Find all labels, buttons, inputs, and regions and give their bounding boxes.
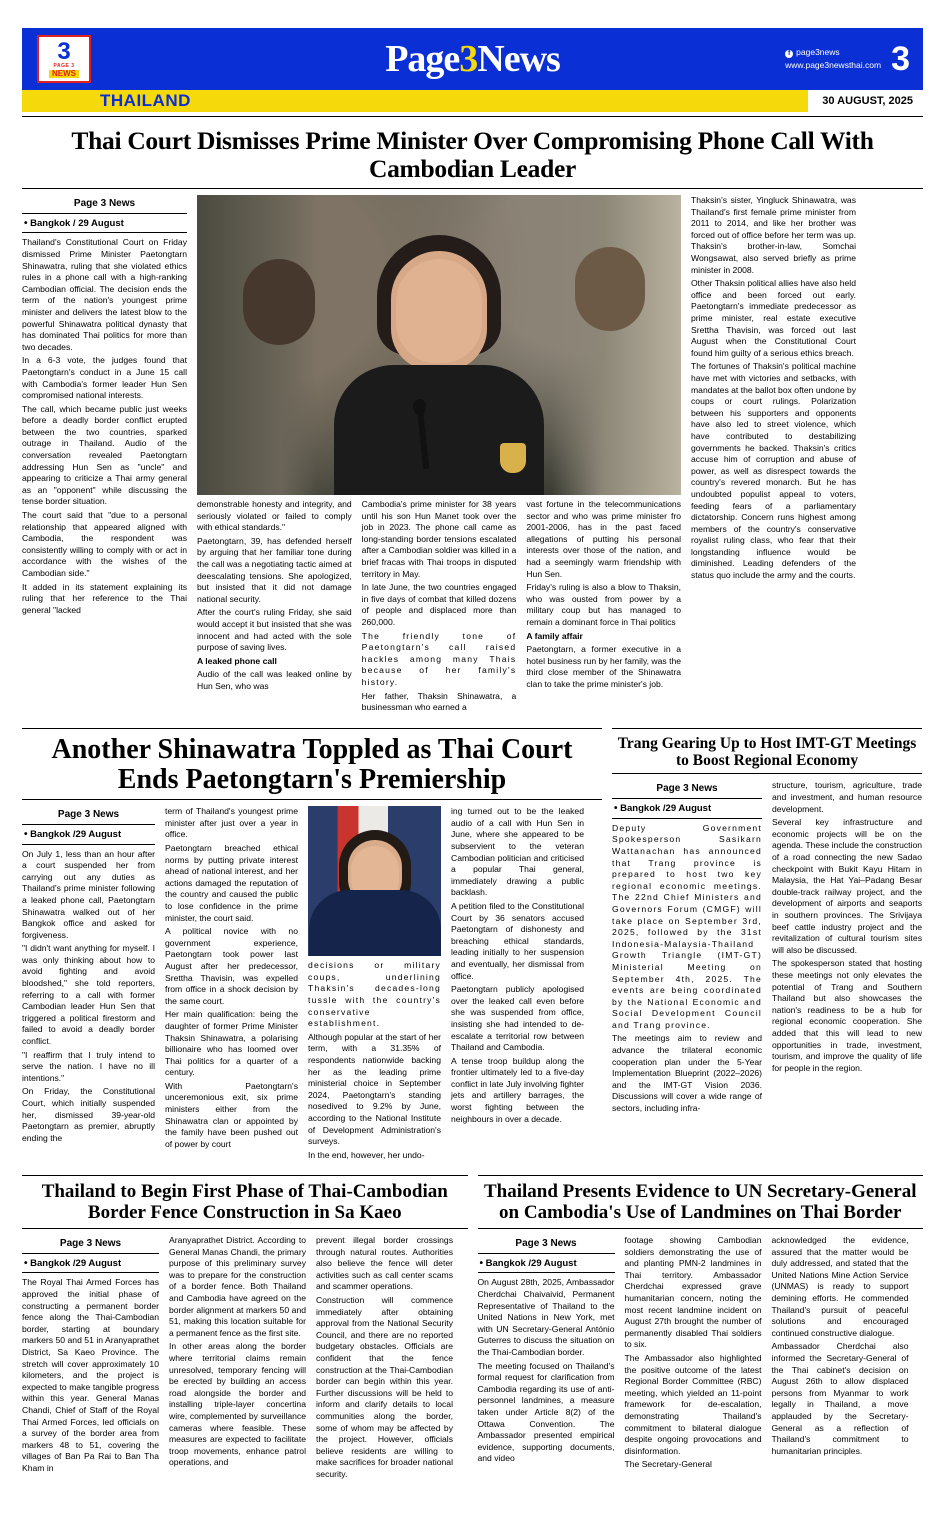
paragraph: On August 28th, 2025, Ambassador Cherdchai Chaivaivid, Permanent Representative of Thailand to the United Nations in New York, met with UN Secretary-General António Guterres to discuss the situation on the Thai-Cambodian border. bbox=[477, 1277, 615, 1357]
byline bbox=[22, 806, 155, 844]
paragraph: A petition filed to the Constitutional Court by 36 senators accused Paetongtarn of dishonesty and breaching ethical standards, leading initially to her suspension and eventually, her dismissal from office. bbox=[451, 900, 584, 981]
bullet-icon: • bbox=[24, 217, 28, 229]
byline bbox=[478, 1235, 615, 1273]
masthead-right bbox=[785, 42, 922, 76]
story1-col3 bbox=[362, 499, 517, 716]
story3-col2 bbox=[772, 780, 922, 1116]
paragraph: With Paetongtarn's unceremonious exit, six prime ministers either from the Shinawatra clan or appointed by the family have been pushed out of power by court bbox=[165, 1080, 298, 1149]
paragraph: decisions or military coups, underlining Thaksin's decades-long tussle with the country's conservative establishment. bbox=[308, 960, 441, 1029]
divider bbox=[22, 728, 602, 729]
divider bbox=[478, 1228, 924, 1229]
paragraph: The friendly tone of Paetongtarn's call raised hackles among many Thais because of her family's history. bbox=[361, 630, 517, 687]
byline-source: Page 3 News bbox=[612, 780, 762, 799]
photo-background-person-left bbox=[243, 259, 315, 345]
divider bbox=[612, 728, 922, 729]
paragraph: ing turned out to be the leaked audio of a call with Hun Sen in June, where she appeared to be subservient to the veteran Cambodian politician and criticised a popular Thai general, immediately drawing a public backlash. bbox=[451, 806, 584, 898]
story1-center-block bbox=[197, 195, 681, 716]
story4-headline: Thailand to Begin First Phase of Thai-Cambodian Border Fence Construction in Sa Kaeo bbox=[41, 1181, 448, 1224]
paragraph: The meeting focused on Thailand's formal request for clarification from Cambodia regarding its use of anti-personnel landmines, a measure taken under Article 8(2) of the Ottawa Convention. The Ambassador presented empirical evidence, supporting documents, and video bbox=[477, 1360, 615, 1464]
paragraph: The court said that "due to a personal relationship that appeared aligned with Cambodia, the respondent was consistently willing to comply with or act in accordance with the wishes of the Cambodian side." bbox=[22, 510, 187, 578]
paragraph: The Secretary-General bbox=[624, 1459, 712, 1470]
second-section bbox=[22, 724, 923, 1164]
story1-headline: Thai Court Dismisses Prime Minister Over Compromising Phone Call With Cambodian Leader bbox=[71, 126, 874, 183]
paragraph: Paetongtarn, a former executive in a hotel business run by her family, was the third close member of the Shinawatra clan to take the prime minister's job. bbox=[526, 644, 682, 689]
paragraph: "I didn't want anything for myself. I was only thinking about how to avoid fighting and avoid bloodshed," she told reporters, referring to a call with former Cambodian leader Hun Sen that triggered a political firestorm and failed to avoid a deadly border conflict. bbox=[22, 943, 155, 1047]
photo-background-person-right bbox=[575, 247, 645, 331]
story1-col4 bbox=[526, 499, 681, 716]
story2-col1 bbox=[22, 806, 155, 1163]
issue-date: 30 AUGUST, 2025 bbox=[808, 90, 923, 112]
section-strip bbox=[22, 90, 923, 112]
paragraph: Paetongtarn publicly apologised over the leaked call even before she was suspended from office, insisting she had intended to de-escalate a territorial row between Thailand and Cambodia. bbox=[451, 984, 584, 1053]
paragraph: Cambodia's prime minister for 38 years until his son Hun Manet took over the job in 2023. The phone call came as long-standing border tensions escalated after a Cambodian soldier was killed in a brief fracas with Thai troops in disputed territory in May. bbox=[361, 499, 517, 579]
paragraph: Paetongtarn breached ethical norms by putting private interest ahead of national interest, and her actions damaged the reputation of the country and caused the public to lose confidence in the prime minister, the court said. bbox=[165, 843, 298, 923]
story3 bbox=[612, 724, 922, 1164]
divider bbox=[478, 1175, 924, 1176]
masthead-social bbox=[785, 46, 881, 72]
story1-col1 bbox=[22, 195, 187, 716]
photo-left-figure bbox=[197, 195, 317, 495]
masthead-title-three: 3 bbox=[459, 38, 478, 80]
paragraph: prevent illegal border crossings through natural routes. Authorities also believe the fence will deter activities such as call center scams and scammer operations. bbox=[316, 1235, 453, 1292]
story4-col3 bbox=[316, 1235, 453, 1482]
story4-columns bbox=[22, 1235, 468, 1482]
paragraph: In a 6-3 vote, the judges found that Paetongtarn's conduct in a June 15 call with Cambodia's former leader Hun Sen compromised national interests. bbox=[22, 355, 187, 401]
story5-columns bbox=[478, 1235, 924, 1473]
paragraph: The spokesperson stated that hosting these meetings not only elevates the potential of Trang and Southern Thailand but also showcases the nation's readiness to be a hub for regional economic cooperation. She added that this will lead to new opportunities in trade, investment, tourism, and improve the quality of life for people in the region. bbox=[772, 958, 922, 1073]
paragraph: Aranyaprathet District. According to General Manas Chandi, the primary purpose of this preliminary survey was to prepare for the construction of a border fence. Both Thailand and Cambodia have agreed on the border alignment at markers 50 and 51, making this location suitable for a permanent fence as the first site. bbox=[169, 1235, 306, 1338]
paragraph: The fortunes of Thaksin's political machine have met with victories and setbacks, with mandates at the ballot box often undone by coups or court rulings. Polarization between his supporters and opponents have also led to street violence, which have contributed to destabilizing governments he backed. Thaksin's critics accuse him of corruption and abuse of power, as well as disrespect towards the country's revered monarch. But he has undoubted populist appeal to voters, feeding fears of a parliamentary dictatorship. Concern runs highest among members of the country's conservative royalist ruling class, who fear that their longstanding influence would be diminished. Leading defenders of the status quo include the army and the courts. bbox=[691, 361, 856, 581]
photo-subject-body bbox=[309, 890, 441, 956]
story4 bbox=[22, 1171, 468, 1482]
paragraph: On Friday, the Constitutional Court, which initially suspended her, dismissed 39-year-old Paetongtarn as premier, abruptly ending the bbox=[22, 1086, 155, 1143]
story5-headline: Thailand Presents Evidence to UN Secretary-General on Cambodia's Use of Landmines on Thai Border bbox=[483, 1181, 917, 1224]
photo-microphone-head bbox=[413, 399, 426, 415]
photo-subject-face bbox=[396, 259, 482, 363]
bullet-icon: • bbox=[24, 1257, 28, 1269]
divider bbox=[22, 799, 602, 800]
byline bbox=[22, 195, 187, 233]
story1-subhead-1: A leaked phone call bbox=[197, 655, 277, 666]
photo-right-figure bbox=[551, 195, 681, 495]
photo-subject-body bbox=[334, 365, 544, 495]
story1-col5 bbox=[691, 195, 856, 716]
byline-source: Page 3 News bbox=[22, 1235, 159, 1254]
paragraph: structure, tourism, agriculture, trade and investment, and human resource development. bbox=[772, 780, 922, 814]
story5 bbox=[478, 1171, 924, 1482]
paragraph: The Ambassador also highlighted the positive outcome of the latest Regional Border Committee (RBC) meeting, which yielded an 11-point framework for de-escalation, demonstrating Thailand's commitment to bilateral dialogue despite ongoing provocations and disinformation. bbox=[624, 1353, 762, 1456]
paragraph: Her father, Thaksin Shinawatra, a businessman who earned a bbox=[361, 690, 517, 713]
paragraph: Friday's ruling is also a blow to Thaksin, who was ousted from power by a military coup but has managed to remain a dominant force in Thai politics bbox=[526, 582, 682, 627]
story4-col2 bbox=[169, 1235, 306, 1482]
bullet-icon: • bbox=[614, 802, 618, 814]
bullet-icon: • bbox=[24, 828, 28, 840]
third-section bbox=[22, 1171, 923, 1482]
facebook-icon: f bbox=[785, 50, 793, 58]
byline-source: Page 3 News bbox=[22, 806, 155, 825]
bullet-icon: • bbox=[479, 1257, 484, 1269]
paragraph: Construction will commence immediately after obtaining approval from the National Security Council, and there are no reported budgetary obstacles. Officials are confident that the fence construction at the Thai-Cambodian border can begin within this year. Further discussions will be held to inform and clarify details to local communities along the border, some of whom may be affected by the project. However, officials believe residents are willing to make sacrifices for broader national security. bbox=[316, 1295, 453, 1479]
story2-photo bbox=[308, 806, 441, 956]
paragraph: Several key infrastructure and economic projects will be on the agenda. These include the construction of a road connecting the new Sadao checkpoint with Bukit Kayu Hitam in Malaysia, the Hat Yai–Padang Besar double-track railway project, and the development of airports and seaports in southern provinces. The Srivijaya beef cattle industry project and the revitalization of cultural tourism sites will also be discussed. bbox=[772, 817, 922, 955]
byline-text: Bangkok /29 August bbox=[485, 1257, 577, 1269]
second-section-columns bbox=[22, 724, 923, 1164]
paragraph: On July 1, less than an hour after a court suspended her from carrying out any duties as Thailand's prime minister following a leaked phone call, Paetongtarn Shinawatra walked out of her Bangkok office and asked for forgiveness. bbox=[22, 848, 155, 940]
logo-news-badge: NEWS bbox=[49, 70, 79, 78]
logo-number: 3 bbox=[57, 38, 71, 65]
paragraph: Audio of the call was leaked online by Hun Sen, who was bbox=[197, 669, 352, 691]
byline-location-date bbox=[22, 1254, 159, 1274]
masthead-title-right: News bbox=[477, 38, 560, 80]
masthead-title-left: Page bbox=[385, 38, 460, 80]
paragraph: term of Thailand's youngest prime minister after just over a year in office. bbox=[165, 806, 298, 840]
paragraph: acknowledged the evidence, assured that the matter would be duly addressed, and stated that the United Nations Mine Action Service (UNMAS) is ready to support demining efforts. He commended Thailand's pursuit of peaceful solutions and encouraged continued constructive dialogue. bbox=[771, 1235, 909, 1338]
paragraph: A political novice with no government experience, Paetongtarn took power last August after her predecessor, Srettha Thavisin, was expelled from office in a shock decision by the same court. bbox=[165, 926, 298, 1006]
paragraph: It added in its statement explaining its ruling that her reference to the Thai general "lacked bbox=[22, 581, 187, 615]
story2-headline: Another Shinawatra Toppled as Thai Court Ends Paetongtarn's Premiership bbox=[51, 733, 573, 795]
social-handle: page3news bbox=[796, 47, 840, 58]
divider bbox=[22, 188, 923, 189]
byline-location-date bbox=[22, 825, 155, 845]
paragraph: Her main qualification: being the daughter of former Prime Minister Thaksin Shinawatra, a polarising billionaire who has loomed over Thai politics for a quarter of a century. bbox=[165, 1009, 298, 1078]
paragraph: Other Thaksin political allies have also held office and been forced out early. Paetongtarn's immediate predecessor as prime minister, real estate executive Srettha Thavisin, was forced out last August when the Constitutional Court found him guilty of a serious ethics breach. bbox=[691, 278, 856, 358]
story1-col2 bbox=[197, 499, 352, 716]
paragraph: The meetings aim to review and advance the trilateral economic cooperation plan under the 5-Year Implementation Blueprint (2022–2026) and the IMT-GT Vision 2036. Discussions will cover a wide range of sectors, including infra- bbox=[612, 1033, 762, 1114]
story1-subhead-2: A family affair bbox=[526, 630, 583, 641]
paragraph: Ambassador Cherdchai also informed the Secretary-General of the Thai cabinet's decision on August 26th to allow displaced persons from Myanmar to work legally in Thailand, a move applauded by the Secretary-General as a reflection of Thailand's commitment to humanitarian principles. bbox=[771, 1341, 909, 1456]
paragraph: After the court's ruling Friday, she said would accept it but insisted that she was innocent and had acted with the sole purpose of saving lives. bbox=[197, 607, 352, 653]
byline-text: Bangkok /29 August bbox=[620, 802, 712, 814]
paragraph: Paetongtarn, 39, has defended herself by arguing that her familiar tone during the call was a negotiating tactic aimed at deescalating tensions. She apologized, but insisted that it did not damage national security. bbox=[197, 535, 352, 604]
paragraph: The Royal Thai Armed Forces has approved the initial phase of constructing a permanent border fence along the Thai-Cambodian border, starting at boundary markers 50 and 51 in Aranyaprathet District, Sa Kaeo Province. The stretch will cover approximately 10 kilometers, and the project is expected to make tangible progress within this year. General Manas Chandi, Chief of Staff of the Royal Thai Armed Forces, led officials on a survey of the border area from markers 48 to 51, covering the villages of Ban Pa Rai to Ban Tha Kham in bbox=[22, 1277, 159, 1473]
page-number: 3 bbox=[891, 40, 910, 78]
divider bbox=[22, 1175, 468, 1176]
byline-text: Bangkok /29 August bbox=[30, 828, 122, 840]
byline-source: Page 3 News bbox=[478, 1235, 615, 1254]
paragraph: footage showing Cambodian soldiers demonstrating the use of and planting PMN-2 landmines in Thai territory. Ambassador Cherdchai expressed grave humanitarian concern, noting the most recent landmine incident on August 27th brought the number of permanently disabled Thai soldiers to six. bbox=[624, 1235, 762, 1350]
byline-text: Bangkok / 29 August bbox=[30, 217, 124, 229]
byline bbox=[612, 780, 762, 818]
facebook-row bbox=[785, 46, 881, 59]
divider bbox=[22, 116, 923, 117]
website-url: www.page3newsthai.com bbox=[785, 60, 882, 70]
byline-text: Bangkok /29 August bbox=[30, 1257, 122, 1269]
divider bbox=[612, 773, 922, 774]
photo-podium-emblem bbox=[500, 443, 526, 473]
divider bbox=[22, 1228, 468, 1229]
paragraph: Deputy Government Spokesperson Sasikarn Wattanachan has announced that Trang province is prepared to host two key regional economic meetings. The 22nd Chief Ministers and Governors Forum (CMGF) will take place on September 3rd, 2025, followed by the 31st Indonesia-Malaysia-Thailand Growth Triangle (IMT-GT) Ministerial Meeting on September 4th, 2025. The events are being coordinated by the National Economic and Social Development Council and Trang province. bbox=[612, 822, 762, 1030]
third-section-columns bbox=[22, 1171, 923, 1482]
story4-col1 bbox=[22, 1235, 159, 1482]
story1-photo bbox=[197, 195, 681, 495]
paragraph: vast fortune in the telecommunications sector and who was prime minister fro 2001-2006, has in the past faced allegations of putting his personal interests over those of the nation, and had a seemingly warm friendship with Hun Sen. bbox=[526, 499, 682, 579]
paragraph: A tense troop buildup along the frontier ultimately led to a five-day conflict in late July involving fighter jets and artillery barrages, the worst fighting between the neighbours in over a decade. bbox=[451, 1055, 584, 1124]
paragraph: Thaksin's sister, Yingluck Shinawatra, was Thailand's first female prime minister from 2011 to 2014, and like her brother was forced out of office before her term was up. Thaksin's brother-in-law, Somchai Wongsawat, also served briefly as prime minister in 2008. bbox=[691, 195, 856, 275]
paragraph: In the end, however, her undo- bbox=[308, 1149, 425, 1160]
story3-headline: Trang Gearing Up to Host IMT-GT Meetings to Boost Regional Economy bbox=[617, 734, 917, 770]
masthead bbox=[22, 28, 923, 90]
story2-col2 bbox=[165, 806, 298, 1163]
paragraph: Although popular at the start of her term, with a 31.35% of respondents nationwide backing her as the leading prime ministerial choice in September 2024, Paetongtarn's standing nosedived to 9.2% by June, according to the National Institute of Development Administration's surveys. bbox=[308, 1031, 441, 1147]
story2-col3 bbox=[308, 806, 441, 1163]
byline-location-date bbox=[612, 799, 762, 819]
paragraph: Thailand's Constitutional Court on Friday dismissed Prime Minister Paetongtarn Shinawatra, ruling that she violated ethics rules in a phone call with a high-ranking Cambodian official. The decision ends the term of the nation's youngest prime minister and delivers the latest blow to the powerful Shinawatra political dynasty that has dominated Thai politics for more than two decades. bbox=[22, 237, 187, 352]
story1-columns bbox=[22, 195, 923, 716]
paragraph: demonstrable honesty and integrity, and seriously violated or failed to comply with ethical standards." bbox=[197, 499, 352, 533]
story5-col2 bbox=[625, 1235, 762, 1473]
logo-subtext: PAGE 3 bbox=[53, 63, 75, 69]
byline-location-date bbox=[478, 1254, 615, 1274]
byline-location-date bbox=[22, 214, 187, 234]
story3-col1 bbox=[612, 780, 762, 1116]
byline-source: Page 3 News bbox=[22, 195, 187, 214]
paragraph: In other areas along the border where territorial claims remain unresolved, temporary fencing will be erected by building an access road alongside the border and installing triple-layer concertina wire, complemented by surveillance cameras where feasible. These measures are expected to facilitate troop movements, enhance patrol operations, and bbox=[169, 1341, 306, 1468]
paragraph: The call, which became public just weeks before a deadly border conflict erupted between the two countries, sparked outrage in Thailand. Audio of the conversation revealed Paetongtarn addressing Hun Sen as "uncle" and appearing to criticize a Thai army general as an "opponent" while discussing the tense border situation. bbox=[22, 403, 187, 507]
paragraph: In late June, the two countries engaged in five days of combat that killed dozens of people and displaced more than 260,000. bbox=[361, 582, 517, 627]
byline bbox=[22, 1235, 159, 1273]
story2-col4 bbox=[451, 806, 584, 1163]
story3-columns bbox=[612, 780, 922, 1116]
publication-logo bbox=[37, 35, 91, 83]
story5-col1 bbox=[478, 1235, 615, 1473]
story2 bbox=[22, 724, 602, 1164]
story5-col3 bbox=[772, 1235, 909, 1473]
paragraph: "I reaffirm that I truly intend to serve the nation. I have no ill intentions." bbox=[22, 1049, 155, 1083]
story1-caption-columns bbox=[197, 499, 681, 716]
story2-col3-text bbox=[308, 960, 441, 1161]
story2-columns bbox=[22, 806, 602, 1163]
section-label: THAILAND bbox=[100, 91, 191, 110]
